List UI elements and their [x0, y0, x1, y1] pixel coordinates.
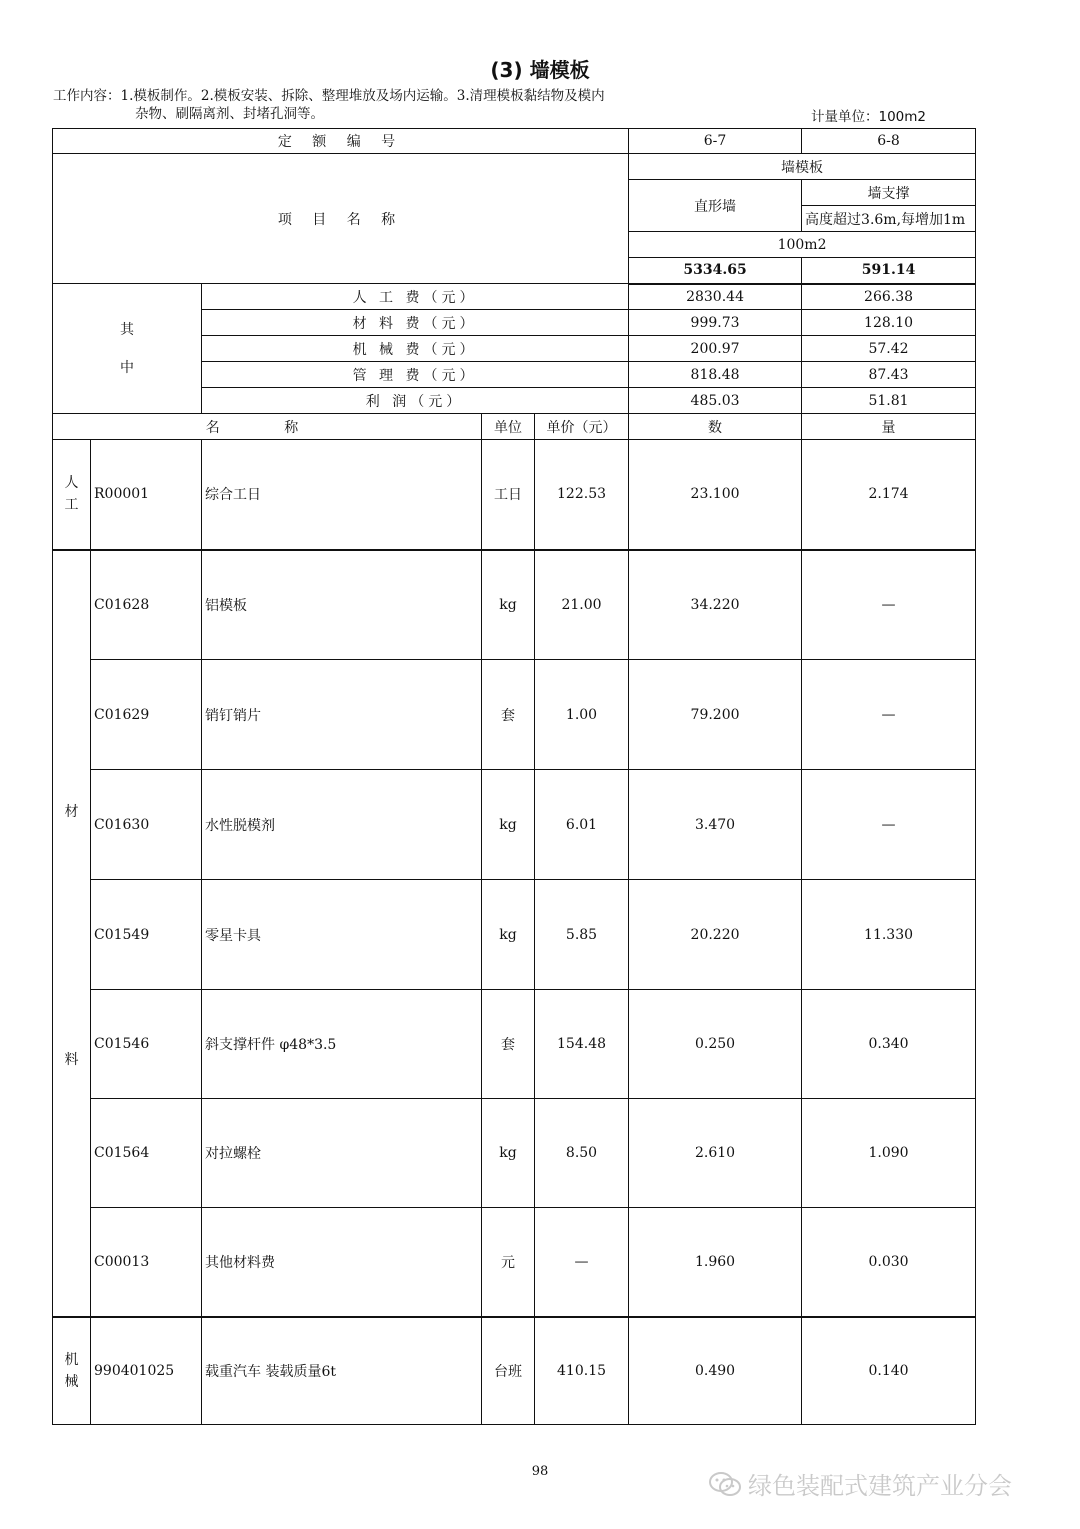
- quota-code-1: 6-7: [629, 129, 802, 154]
- row-code: C01564: [91, 1099, 202, 1208]
- col2-name: 墙支撑: [802, 180, 976, 206]
- row-unit: kg: [482, 880, 535, 990]
- total-2: 591.14: [802, 258, 976, 284]
- row-unit: kg: [482, 550, 535, 660]
- total-1: 5334.65: [629, 258, 802, 284]
- group-label: 墙模板: [629, 154, 976, 180]
- row-price: 1.00: [535, 660, 629, 770]
- row-q2: 0.030: [802, 1208, 976, 1317]
- row-q2: 11.330: [802, 880, 976, 990]
- col-header-unit: 单位: [482, 414, 535, 440]
- row-unit: 套: [482, 660, 535, 770]
- row-q1: 34.220: [629, 550, 802, 660]
- breakdown-v2: 57.42: [802, 336, 976, 362]
- row-name: 铝模板: [202, 550, 482, 660]
- row-name: 销钉销片: [202, 660, 482, 770]
- row-name: 综合工日: [202, 440, 482, 550]
- row-code: C01629: [91, 660, 202, 770]
- row-q2: —: [802, 660, 976, 770]
- breakdown-v1: 999.73: [629, 310, 802, 336]
- row-unit: 台班: [482, 1317, 535, 1425]
- item-name-label: 项 目 名 称: [53, 154, 629, 284]
- row-code: R00001: [91, 440, 202, 550]
- breakdown-name: 机 械 费（元）: [202, 336, 629, 362]
- table-row: [53, 660, 976, 770]
- row-name: 对拉螺栓: [202, 1099, 482, 1208]
- watermark-text: 绿色装配式建筑产业分会: [748, 1472, 1012, 1500]
- breakdown-name: 利 润（元）: [202, 388, 629, 414]
- col-header-qty-b: 量: [802, 414, 976, 440]
- table-row: [53, 550, 976, 660]
- row-q2: 2.174: [802, 440, 976, 550]
- table-row: [53, 880, 976, 990]
- row-name: 斜支撑杆件 φ48*3.5: [202, 990, 482, 1099]
- row-price: 154.48: [535, 990, 629, 1099]
- row-price: 122.53: [535, 440, 629, 550]
- row-q2: 0.140: [802, 1317, 976, 1425]
- row-price: 8.50: [535, 1099, 629, 1208]
- row-code: C01628: [91, 550, 202, 660]
- category-material: [53, 550, 91, 1317]
- quota-table: [52, 128, 976, 1425]
- breakdown-v1: 485.03: [629, 388, 802, 414]
- col1-name: 直形墙: [629, 180, 802, 232]
- row-name: 载重汽车 装载质量6t: [202, 1317, 482, 1425]
- quota-number-label: 定 额 编 号: [53, 129, 629, 154]
- measure-unit: 计量单位：100m2: [810, 109, 926, 125]
- row-unit: 套: [482, 990, 535, 1099]
- row-price: 6.01: [535, 770, 629, 880]
- quota-code-2: 6-8: [802, 129, 976, 154]
- row-price: 5.85: [535, 880, 629, 990]
- row-name: 水性脱模剂: [202, 770, 482, 880]
- breakdown-name: 材 料 费（元）: [202, 310, 629, 336]
- row-q1: 23.100: [629, 440, 802, 550]
- breakdown-v1: 2830.44: [629, 284, 802, 310]
- breakdown-label-a: 其: [120, 321, 134, 338]
- row-q1: 3.470: [629, 770, 802, 880]
- quota-number-row: [53, 129, 976, 154]
- category-material-a: 材: [64, 803, 79, 820]
- work-content-line-1: 工作内容：1.模板制作。2.模板安装、拆除、整理堆放及场内运输。3.清理模板黏结物及模内: [53, 88, 605, 104]
- table-row: [53, 1208, 976, 1317]
- work-content: [53, 87, 605, 123]
- category-machinery-1: 机: [64, 1351, 79, 1368]
- row-q1: 2.610: [629, 1099, 802, 1208]
- col-header-name: 名 称: [53, 414, 482, 440]
- row-name: 其他材料费: [202, 1208, 482, 1317]
- row-q1: 1.960: [629, 1208, 802, 1317]
- row-code: C00013: [91, 1208, 202, 1317]
- work-content-line-2: 杂物、刷隔离剂、封堵孔洞等。: [135, 106, 324, 122]
- breakdown-row: [53, 284, 976, 310]
- row-price: —: [535, 1208, 629, 1317]
- breakdown-name: 人 工 费（元）: [202, 284, 629, 310]
- row-code: C01546: [91, 990, 202, 1099]
- row-unit: kg: [482, 1099, 535, 1208]
- page-title: (3) 墙模板: [490, 58, 590, 82]
- row-q1: 79.200: [629, 660, 802, 770]
- category-labor-1: 人: [64, 475, 79, 492]
- table-row: [53, 770, 976, 880]
- breakdown-v1: 200.97: [629, 336, 802, 362]
- breakdown-label-b: 中: [120, 359, 134, 376]
- watermark: [708, 1466, 1012, 1501]
- row-code: 990401025: [91, 1317, 202, 1425]
- row-price: 410.15: [535, 1317, 629, 1425]
- wechat-icon: [708, 1471, 742, 1497]
- category-labor-2: 工: [64, 497, 79, 514]
- row-price: 21.00: [535, 550, 629, 660]
- table-row: [53, 990, 976, 1099]
- col-header-qty-a: 数: [629, 414, 802, 440]
- row-q2: 0.340: [802, 990, 976, 1099]
- category-machinery: [53, 1317, 91, 1425]
- row-code: C01630: [91, 770, 202, 880]
- col-header-price: 单价（元）: [535, 414, 629, 440]
- page-number: 98: [531, 1464, 549, 1479]
- category-material-b: 料: [64, 1051, 79, 1068]
- breakdown-v2: 128.10: [802, 310, 976, 336]
- breakdown-v2: 266.38: [802, 284, 976, 310]
- row-q2: —: [802, 770, 976, 880]
- row-q1: 0.490: [629, 1317, 802, 1425]
- table-row: [53, 1317, 976, 1425]
- row-q2: —: [802, 550, 976, 660]
- column-header-row: [53, 414, 976, 440]
- row-unit: 工日: [482, 440, 535, 550]
- header-unit: 100m2: [629, 232, 976, 258]
- row-q1: 0.250: [629, 990, 802, 1099]
- row-q2: 1.090: [802, 1099, 976, 1208]
- row-unit: 元: [482, 1208, 535, 1317]
- table-row: [53, 1099, 976, 1208]
- breakdown-v2: 87.43: [802, 362, 976, 388]
- row-unit: kg: [482, 770, 535, 880]
- table-row: [53, 440, 976, 550]
- breakdown-label: [53, 284, 202, 414]
- breakdown-v1: 818.48: [629, 362, 802, 388]
- row-code: C01549: [91, 880, 202, 990]
- breakdown-v2: 51.81: [802, 388, 976, 414]
- row-name: 零星卡具: [202, 880, 482, 990]
- category-labor: [53, 440, 91, 550]
- col2-sub: 高度超过3.6m,每增加1m: [802, 206, 976, 232]
- category-machinery-2: 械: [64, 1373, 79, 1390]
- breakdown-name: 管 理 费（元）: [202, 362, 629, 388]
- row-q1: 20.220: [629, 880, 802, 990]
